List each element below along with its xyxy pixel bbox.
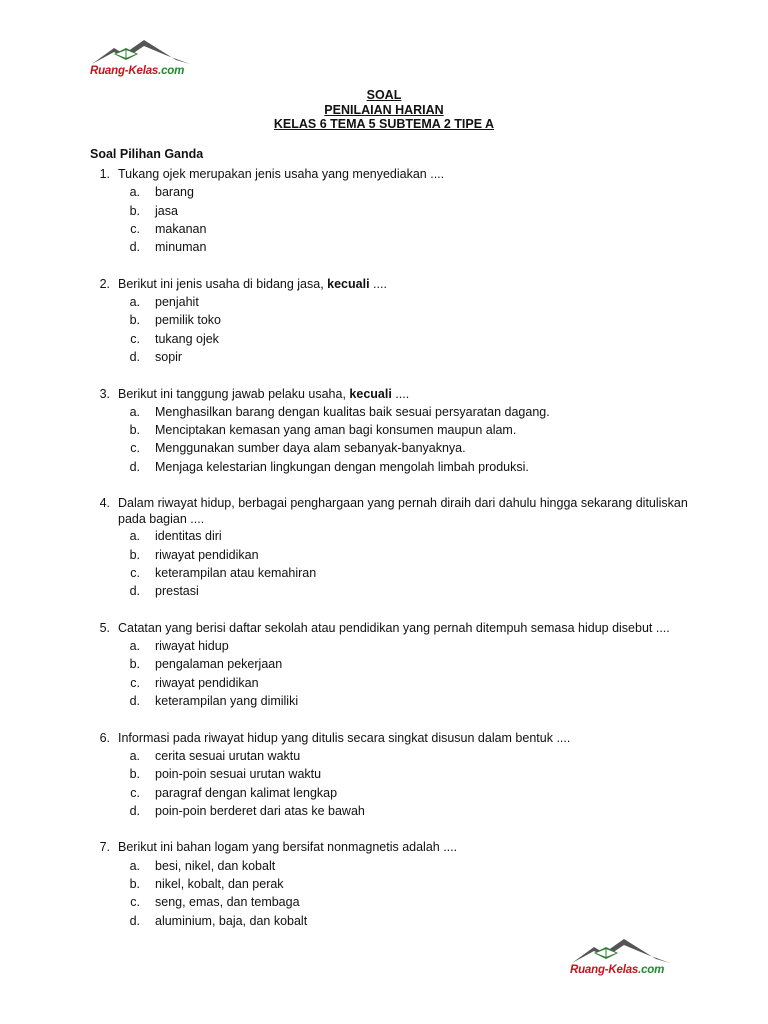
question-text <box>118 385 690 403</box>
option-letter: b. <box>129 876 140 891</box>
option-text: riwayat pendidikan <box>155 547 259 562</box>
option-letter: a. <box>129 639 140 654</box>
option-letter: d. <box>129 240 140 255</box>
option-b <box>90 311 690 329</box>
option-letter: c. <box>130 675 140 690</box>
option-a <box>90 637 690 655</box>
option-c <box>90 564 690 582</box>
option-letter: c. <box>130 441 140 456</box>
question-number: 2. <box>99 276 110 291</box>
option-text: aluminium, baja, dan kobalt <box>155 913 308 928</box>
option-letter: b. <box>129 203 140 218</box>
option-text: seng, emas, dan tembaga <box>155 895 300 910</box>
option-text: Menciptakan kemasan yang aman bagi konsumen maupun alam. <box>155 423 517 438</box>
document-title <box>0 88 768 132</box>
option-a <box>90 293 690 311</box>
option-letter: d. <box>129 584 140 599</box>
title-line-2: PENILAIAN HARIAN <box>324 102 444 117</box>
logo-text-main: Ruang-Kelas <box>90 65 159 77</box>
option-a <box>90 183 690 201</box>
option-letter: c. <box>130 331 140 346</box>
option-text: riwayat pendidikan <box>155 675 259 690</box>
question-number: 1. <box>99 167 110 181</box>
option-a <box>90 747 690 765</box>
option-c <box>90 330 690 348</box>
option-text: keterampilan atau kemahiran <box>155 565 317 580</box>
option-text: poin-poin berderet dari atas ke bawah <box>155 803 365 818</box>
option-letter: d. <box>129 459 140 474</box>
option-letter: a. <box>129 185 140 200</box>
option-d <box>90 802 690 820</box>
option-text: Menjaga kelestarian lingkungan dengan mengolah limbah produksi. <box>155 459 529 474</box>
option-text: Menghasilkan barang dengan kualitas baik sesuai persyaratan dagang. <box>155 404 550 419</box>
question-text-part: .... <box>369 276 387 291</box>
option-text: riwayat hidup <box>155 639 229 654</box>
logo-text <box>570 964 682 976</box>
section-heading: Soal Pilihan Ganda <box>90 147 204 161</box>
logo-text <box>90 65 202 77</box>
option-letter: c. <box>130 785 140 800</box>
option-text: identitas diri <box>155 529 222 544</box>
option-b <box>90 421 690 439</box>
mountain-book-icon <box>90 38 202 68</box>
question-text-part: Berikut ini tanggung jawab pelaku usaha, <box>118 386 350 401</box>
option-d <box>90 348 690 366</box>
option-letter: a. <box>129 858 140 873</box>
option-b <box>90 765 690 783</box>
option-text: Menggunakan sumber daya alam sebanyak-banyaknya. <box>155 441 466 456</box>
option-text: makanan <box>155 221 207 236</box>
option-b <box>90 546 690 564</box>
option-letter: d. <box>129 913 140 928</box>
option-letter: b. <box>129 423 140 438</box>
ruang-kelas-logo-footer <box>570 937 682 987</box>
question-text: Informasi pada riwayat hidup yang ditulis secara singkat disusun dalam bentuk .... <box>118 730 571 745</box>
option-text: prestasi <box>155 584 199 599</box>
option-c <box>90 220 690 238</box>
option-c <box>90 893 690 911</box>
option-d <box>90 238 690 256</box>
option-a <box>90 403 690 421</box>
option-text: cerita sesuai urutan waktu <box>155 748 301 763</box>
question-4 <box>90 494 690 600</box>
option-d <box>90 692 690 710</box>
option-text: penjahit <box>155 295 199 310</box>
question-number: 7. <box>99 840 110 855</box>
ruang-kelas-logo <box>90 38 202 88</box>
option-letter: d. <box>129 349 140 364</box>
mountain-book-icon <box>570 937 682 967</box>
question-number: 5. <box>99 620 110 635</box>
option-b <box>90 202 690 220</box>
question-keyword: kecuali <box>349 386 392 401</box>
option-letter: d. <box>129 694 140 709</box>
option-text: minuman <box>155 240 207 255</box>
question-7 <box>90 838 690 929</box>
option-c <box>90 784 690 802</box>
question-1 <box>90 165 690 256</box>
option-text: pemilik toko <box>155 313 221 328</box>
question-text: Dalam riwayat hidup, berbagai penghargaan yang pernah diraih dari dahulu hingga sekarang dituliskan pada bagian .... <box>118 496 688 527</box>
question-number: 6. <box>99 730 110 745</box>
option-letter: c. <box>130 221 140 236</box>
option-text: keterampilan yang dimiliki <box>155 694 299 709</box>
option-d <box>90 912 690 930</box>
option-text: tukang ojek <box>155 331 219 346</box>
option-c <box>90 439 690 457</box>
option-text: sopir <box>155 349 183 364</box>
question-text-part: .... <box>391 386 410 401</box>
option-letter: a. <box>129 295 140 310</box>
option-text: besi, nikel, dan kobalt <box>155 858 276 873</box>
question-number: 4. <box>99 496 110 511</box>
option-letter: a. <box>129 748 140 763</box>
question-text: Catatan yang berisi daftar sekolah atau pendidikan yang pernah ditempuh semasa hidup disebut .... <box>118 620 670 635</box>
title-line-1: SOAL <box>366 88 402 102</box>
option-text: nikel, kobalt, dan perak <box>155 876 284 891</box>
question-text: Tukang ojek merupakan jenis usaha yang menyediakan .... <box>118 167 445 181</box>
question-keyword: kecuali <box>327 276 370 291</box>
option-letter: a. <box>129 529 140 544</box>
option-letter: c. <box>130 565 140 580</box>
option-text: pengalaman pekerjaan <box>155 657 283 672</box>
question-2 <box>90 275 690 366</box>
option-letter: b. <box>129 657 140 672</box>
logo-text-main: Ruang-Kelas <box>570 964 639 976</box>
option-letter: b. <box>129 767 140 782</box>
question-text-part: Berikut ini jenis usaha di bidang jasa, <box>118 276 328 291</box>
question-6 <box>90 729 690 820</box>
option-a <box>90 527 690 545</box>
option-letter: a. <box>129 404 140 419</box>
option-letter: b. <box>129 313 140 328</box>
logo-text-tld: .com <box>638 964 665 976</box>
option-d <box>90 458 690 476</box>
option-text: jasa <box>155 203 178 218</box>
option-a <box>90 857 690 875</box>
option-text: barang <box>155 185 194 200</box>
option-b <box>90 875 690 893</box>
title-line-3: KELAS 6 TEMA 5 SUBTEMA 2 TIPE A <box>273 117 495 131</box>
option-text: poin-poin sesuai urutan waktu <box>155 767 322 782</box>
option-text: paragraf dengan kalimat lengkap <box>155 785 338 800</box>
question-text <box>118 275 690 293</box>
option-d <box>90 582 690 600</box>
option-c <box>90 674 690 692</box>
question-list <box>90 165 690 948</box>
option-letter: b. <box>129 547 140 562</box>
question-text: Berikut ini bahan logam yang bersifat nonmagnetis adalah .... <box>118 840 458 855</box>
option-b <box>90 655 690 673</box>
logo-text-tld: .com <box>158 65 185 77</box>
question-3 <box>90 385 690 476</box>
question-5 <box>90 619 690 710</box>
option-letter: d. <box>129 803 140 818</box>
question-number: 3. <box>99 386 110 401</box>
option-letter: c. <box>130 895 140 910</box>
